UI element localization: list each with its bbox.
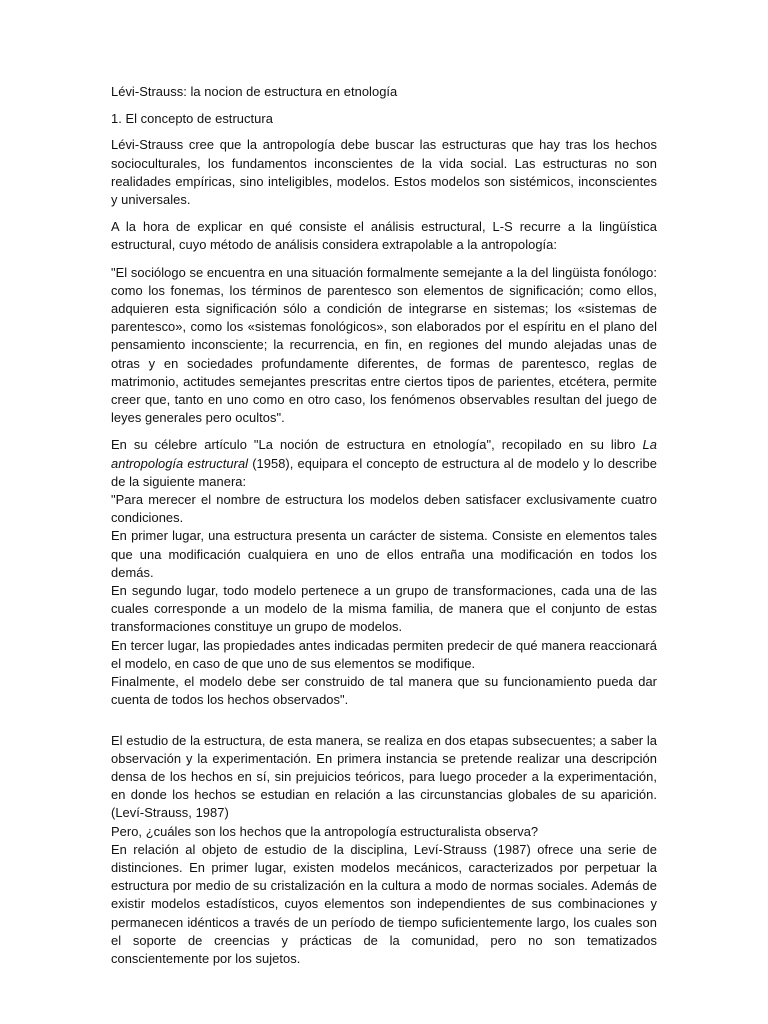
document-title: Lévi-Strauss: la nocion de estructura en etnología xyxy=(111,84,398,99)
paragraph-5: Pero, ¿cuáles son los hechos que la antropología estructuralista observa? xyxy=(111,823,539,839)
quote-2-line-3: En segundo lugar, todo modelo pertenece a un grupo de transformaciones, cada una de las cuales corresponde a un modelo de la misma familia, de manera que el conjunto de estas transformaciones constituye un grupo de modelos. xyxy=(111,583,657,635)
paragraph-4: El estudio de la estructura, de esta manera, se realiza en dos etapas subsecuentes; a saber la observación y la experimentación. En primera instancia se pretende realizar una descripción densa de los hechos en sí, sin prejuicios teóricos, para luego proceder a la experimentación, en donde los hechos se estudian en relación a las circunstancias globales de su aparición. (Leví-Strauss, 1987) xyxy=(111,732,657,821)
quote-1: "El sociólogo se encuentra en una situación formalmente semejante a la del lingüista fonólogo: como los fonemas, los términos de parentesco son elementos de significación; como ellos, adquieren esta significación sólo a condición de integrarse en sistemas; los «sistemas de parentesco», como los «sistemas fonológicos», son elaborados por el espíritu en el plano del pensamiento inconsciente; la recurrencia, en fin, en regiones del mundo alejadas unas de otras y en sociedades profundamente diferentes, de formas de parentesco, reglas de matrimonio, actitudes semejantes prescritas entre ciertos tipos de parientes, etcétera, permite creer que, tanto en uno como en otro caso, los fenómenos observables resultan del juego de leyes generales pero ocultos". xyxy=(111,264,657,426)
quote-2-line-5: Finalmente, el modelo debe ser construido de tal manera que su funcionamiento pueda dar cuenta de todos los hechos observados". xyxy=(111,674,657,708)
paragraph-6: En relación al objeto de estudio de la disciplina, Leví-Strauss (1987) ofrece una serie de distinciones. En primer lugar, existen modelos mecánicos, caracterizados por perpetuar la estructura por medio de su cristalización en la cultura a modo de normas sociales. Además de existir modelos estadísticos, cuyos elementos son independientes de sus combinaciones y permanecen idénticos a través de un período de tiempo suficientemente largo, los cuales son el soporte de creencias y prácticas de la comunidad, pero no son tematizados conscientemente por los sujetos. xyxy=(111,841,657,966)
paragraph-1: Lévi-Strauss cree que la antropología debe buscar las estructuras que hay tras los hechos socioculturales, los fundamentos inconscientes de la vida social. Las estructuras no son realidades empíricas, sino inteligibles, modelos. Estos modelos son sistémicos, inconscientes y universales. xyxy=(111,137,657,208)
paragraph-2: A la hora de explicar en qué consiste el análisis estructural, L-S recurre a la lingüística estructural, cuyo método de análisis considera extrapolable a la antropología: xyxy=(111,219,657,253)
paragraph-3-text-b: (1958), equipara el concepto de estructura al de modelo y lo describe de la siguiente manera: xyxy=(111,455,657,489)
book-title: La antropología estructural xyxy=(111,437,657,471)
section-heading: 1. El concepto de estructura xyxy=(111,111,273,127)
paragraph-3 xyxy=(111,436,657,491)
quote-2-line-1: "Para merecer el nombre de estructura los modelos deben satisfacer exclusivamente cuatro condiciones. xyxy=(111,492,657,526)
quote-2-line-2: En primer lugar, una estructura presenta un carácter de sistema. Consiste en elementos tales que una modificación cualquiera en uno de ellos entraña una modificación en todos los demás. xyxy=(111,528,657,580)
quote-2-line-4: En tercer lugar, las propiedades antes indicadas permiten predecir de qué manera reaccionará el modelo, en caso de que uno de sus elementos se modifique. xyxy=(111,637,657,671)
paragraph-3-text-a: En su célebre artículo "La noción de estructura en etnología", recopilado en su libro xyxy=(111,437,643,453)
